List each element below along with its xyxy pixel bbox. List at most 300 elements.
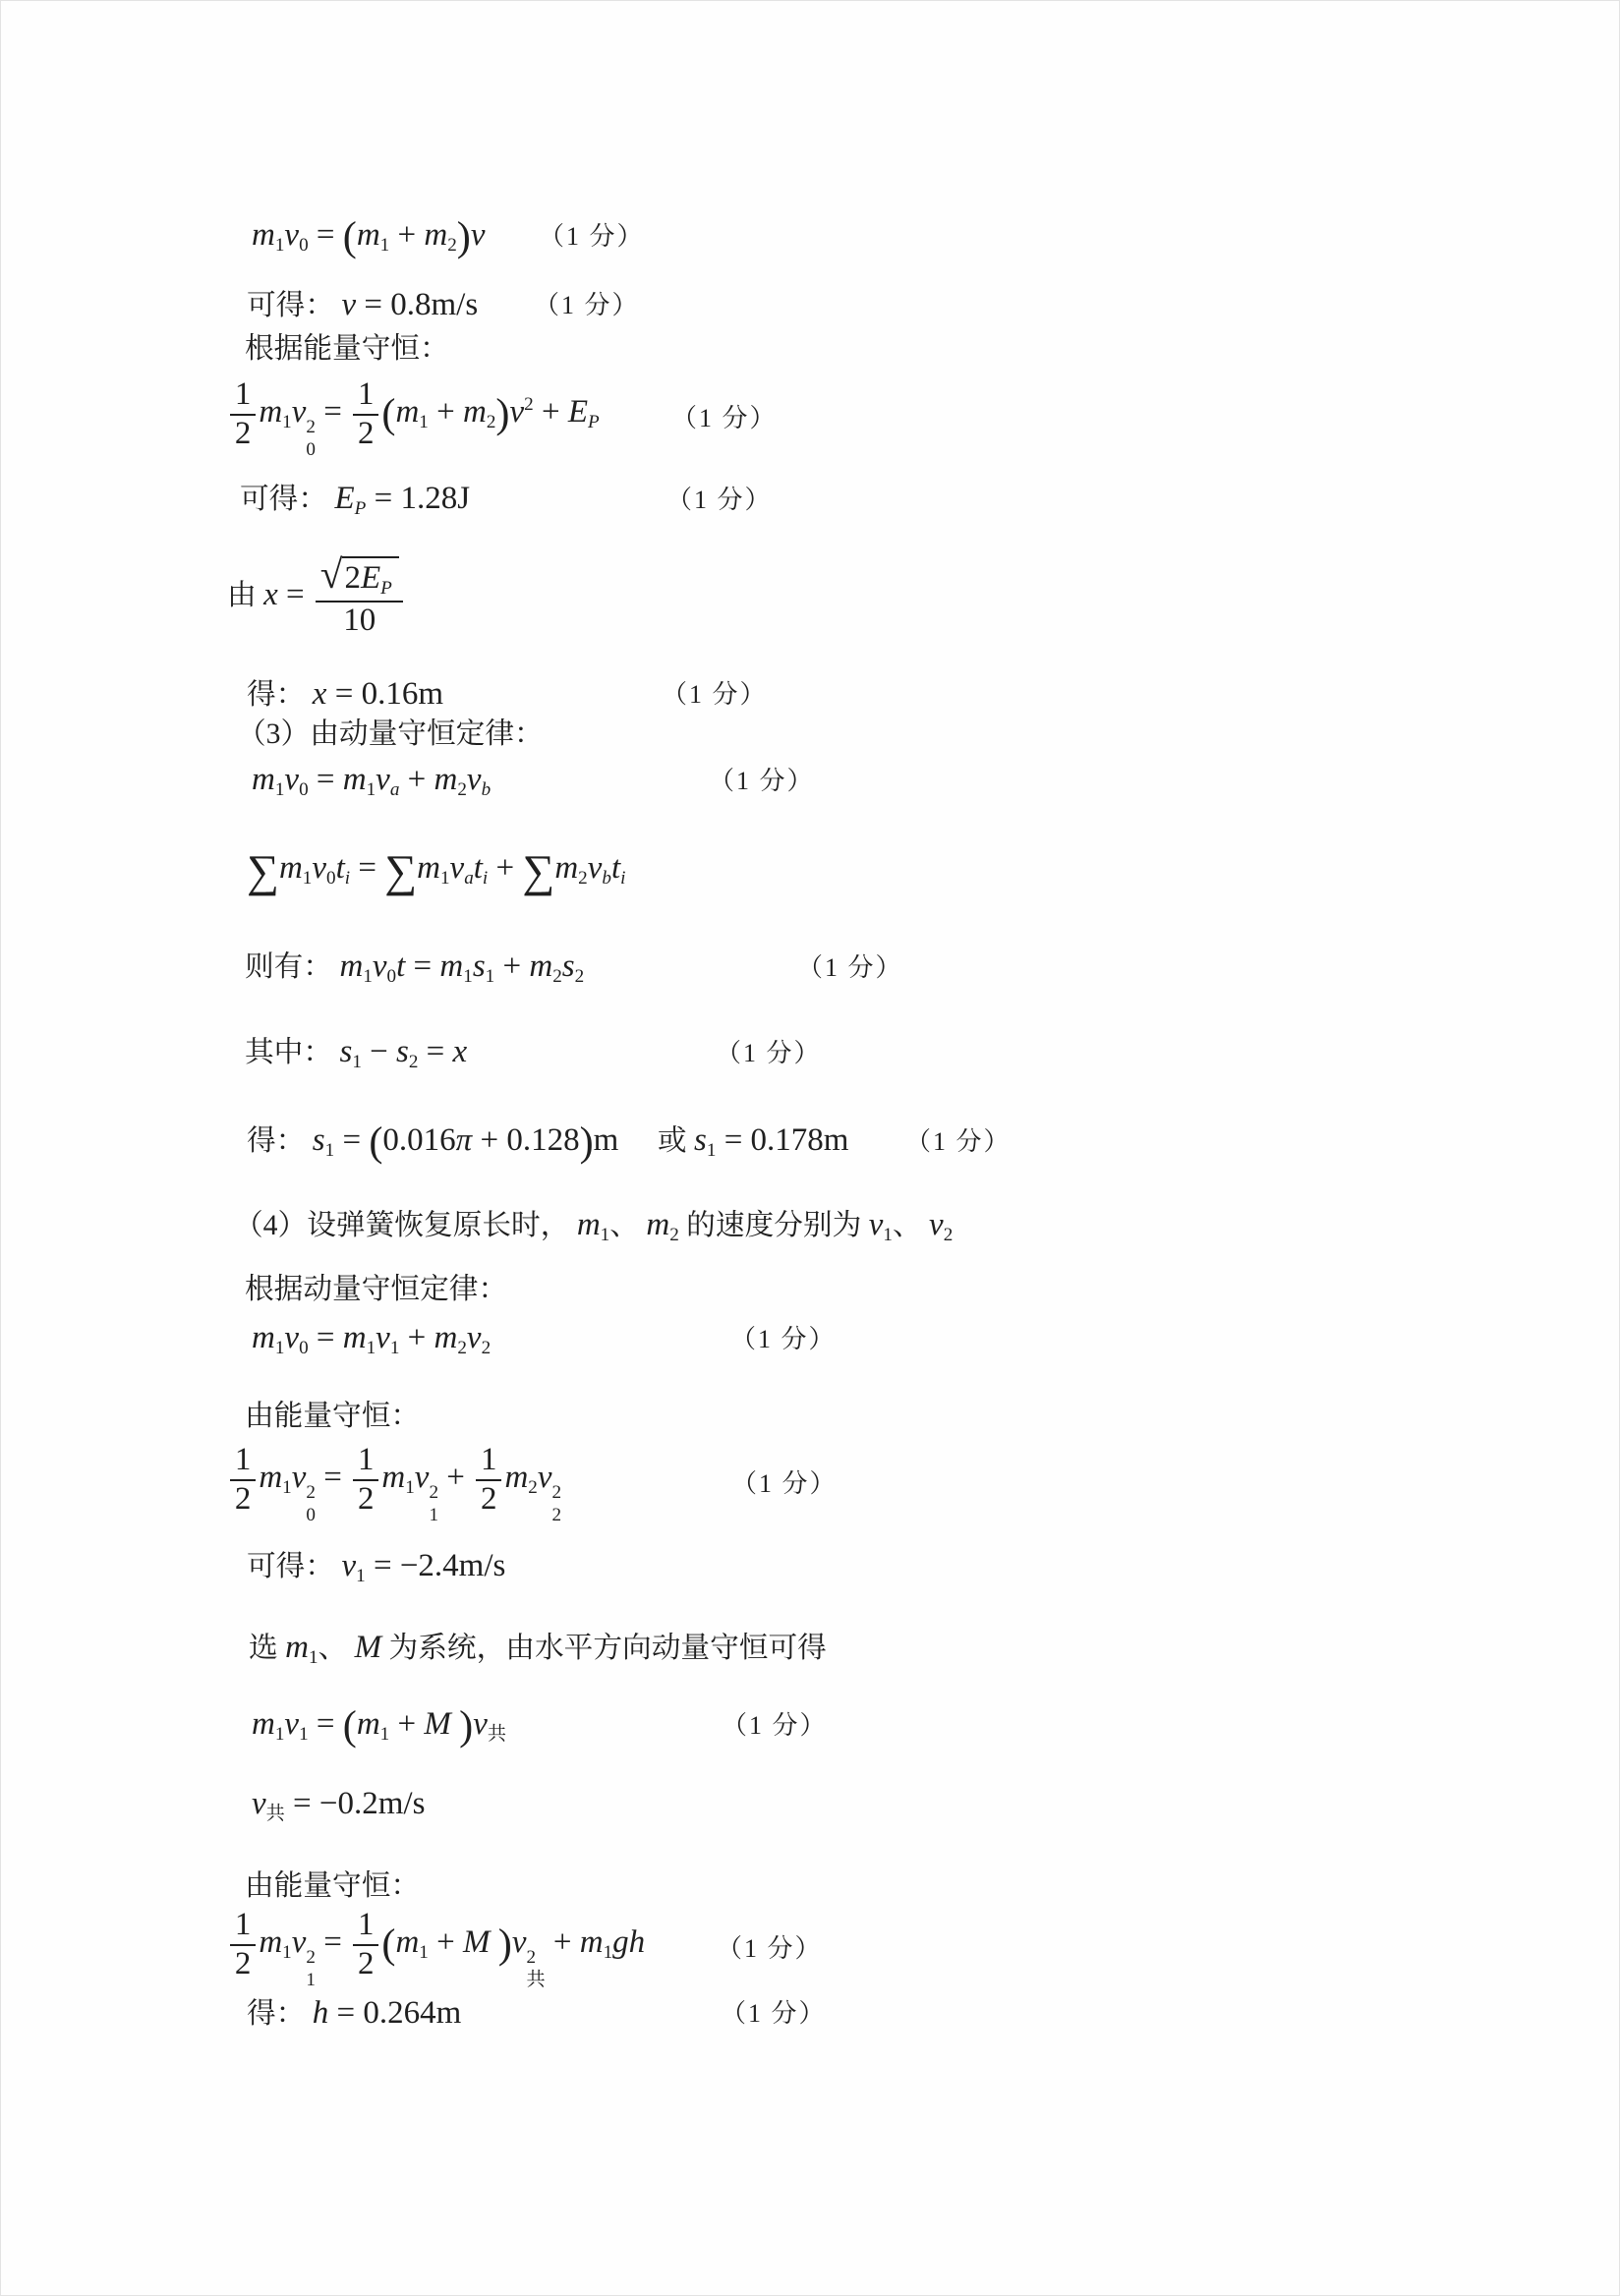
math-expression <box>252 213 486 259</box>
line-section-3-header <box>237 714 544 754</box>
math-token-bigparen: ) <box>497 1921 512 1968</box>
math-token-i: s <box>312 1121 325 1158</box>
math-token-bigparen: ( <box>381 1921 396 1968</box>
math-token-den <box>481 1481 497 1518</box>
math-token-r: = <box>308 216 343 253</box>
math-token-i: v <box>868 1207 884 1242</box>
math-token-sqrt <box>319 551 399 600</box>
math-token-i: m <box>579 1924 604 1961</box>
math-token-r: + <box>399 762 434 797</box>
math-expression <box>247 676 443 712</box>
math-token-b: 2 <box>457 779 467 801</box>
line-eq-energy-part4 <box>227 1442 838 1526</box>
score-mark: （1 分） <box>666 485 773 514</box>
math-token-frac <box>316 551 403 639</box>
math-expression <box>245 948 585 988</box>
line-eq-momentum-combined <box>252 211 645 263</box>
math-token-S: ∑ <box>384 845 418 896</box>
math-token-den <box>358 1946 375 1982</box>
math-token-c: 则有： <box>245 951 340 983</box>
line-eq-energy-spring <box>227 376 778 461</box>
math-token-c: 得： <box>247 679 313 711</box>
math-token-den <box>235 416 252 452</box>
math-token-r: 1 <box>481 1442 497 1477</box>
math-token-b: 2 <box>447 234 457 256</box>
math-token-r: = 0.16m <box>326 676 443 712</box>
math-token-i: m <box>356 1705 380 1742</box>
math-token-b: 0 <box>299 234 309 256</box>
math-token-bi: a <box>389 779 400 801</box>
math-expression <box>247 1995 461 2031</box>
math-token-i: π <box>455 1121 473 1158</box>
math-token-r: 2 <box>357 415 375 451</box>
math-token-i: v <box>291 394 307 430</box>
math-token-ss-sub: 1 <box>306 1970 316 1991</box>
math-token-i: m <box>529 948 553 984</box>
math-token-bi: P <box>354 498 367 520</box>
math-token-i: m <box>259 1924 283 1961</box>
math-token-b: 共 <box>265 1804 285 1825</box>
math-token-ss-sub: 0 <box>306 439 316 461</box>
text-run <box>245 330 449 366</box>
math-token-bi: P <box>380 578 392 600</box>
math-token-num <box>316 551 403 603</box>
math-token-r: 2 <box>234 1480 252 1517</box>
line-eq-impulse-sum <box>247 845 626 896</box>
math-token-b: 1 <box>282 1942 292 1964</box>
math-token-c: 、 <box>318 1633 355 1664</box>
math-token-r: 1 <box>357 376 375 412</box>
math-token-i: v <box>291 1460 307 1496</box>
math-token-ss-sub: 0 <box>306 1505 316 1526</box>
math-token-r: 2 <box>234 415 252 451</box>
math-token-r: 1 <box>234 376 252 412</box>
math-token-i: m <box>576 1207 601 1242</box>
math-token-r: = <box>350 850 385 886</box>
math-token-den <box>235 1946 252 1982</box>
math-token-c: 选 <box>249 1633 286 1664</box>
math-token-b: 2 <box>578 868 588 890</box>
math-token-r: + <box>488 850 523 886</box>
math-token-r: − <box>361 1034 397 1069</box>
math-token-subsup <box>306 418 316 459</box>
math-token-i: v <box>252 1786 266 1821</box>
math-token-bi: P <box>587 412 600 433</box>
math-token-ss-sup: 2 <box>551 1481 562 1503</box>
math-token-b: 1 <box>324 1139 335 1161</box>
line-result-v1 <box>247 1546 505 1588</box>
math-token-b: 1 <box>405 1477 415 1499</box>
math-token-i: m <box>342 762 367 797</box>
math-token-i: s <box>561 948 575 984</box>
math-token-r: = 1.28J <box>366 481 471 516</box>
line-label-energy-conservation-2 <box>245 1396 420 1436</box>
math-token-i: m <box>252 216 275 253</box>
math-token-i: t <box>473 850 483 886</box>
math-expression <box>227 376 600 461</box>
score-mark: （1 分） <box>662 679 768 709</box>
score-mark: （1 分） <box>671 403 778 432</box>
math-expression <box>247 287 478 322</box>
math-token-r <box>490 1924 497 1960</box>
math-token-r: 2 <box>234 1945 252 1981</box>
math-token-b: 1 <box>274 1723 285 1745</box>
math-token-i: v <box>284 762 300 797</box>
math-token-ss-sup: 2 <box>526 1946 537 1968</box>
math-token-c: 可得： <box>240 484 335 515</box>
math-token-r: = −0.2m/s <box>284 1786 426 1821</box>
math-token-r: = <box>308 1320 343 1355</box>
math-token-num <box>476 1443 501 1481</box>
math-token-b: 1 <box>363 966 373 988</box>
math-expression <box>245 1034 468 1073</box>
math-token-i: v <box>376 762 390 797</box>
math-token-i: m <box>554 850 579 886</box>
math-token-i: m <box>434 762 458 797</box>
line-result-s1 <box>247 1117 1012 1169</box>
math-token-i: v <box>449 850 465 886</box>
math-token-i: m <box>504 1460 529 1496</box>
math-token-r <box>451 1706 459 1742</box>
math-token-c: 根据能量守恒： <box>245 333 449 365</box>
math-expression <box>227 1442 562 1526</box>
math-token-c: 、 <box>609 1210 647 1241</box>
math-token-r: = <box>277 577 313 613</box>
math-token-i: M <box>424 1705 451 1742</box>
math-token-i: m <box>424 216 448 253</box>
math-token-i: s <box>396 1034 409 1069</box>
math-token-b: 1 <box>883 1225 893 1246</box>
math-token-frac <box>230 1443 256 1518</box>
line-result-ep <box>240 479 773 521</box>
line-label-energy-conservation <box>245 328 449 369</box>
math-token-c: （3）由动量守恒定律： <box>237 718 544 750</box>
math-token-bigparen: ( <box>342 213 357 259</box>
math-token-c: 、 <box>892 1210 930 1241</box>
math-token-r: 1 <box>357 1442 375 1477</box>
line-result-v <box>247 285 640 325</box>
math-token-i: v <box>312 850 326 886</box>
math-token-bigparen: ) <box>579 1119 594 1165</box>
math-token-r: = <box>315 1460 351 1496</box>
math-token-i: v <box>587 850 603 886</box>
math-token-i: m <box>646 1207 670 1242</box>
math-expression <box>227 1907 646 1991</box>
math-token-den <box>235 1481 252 1518</box>
line-eq-displacement-relation <box>245 947 903 989</box>
math-token-i: v <box>291 1924 307 1961</box>
math-token-num <box>353 377 378 416</box>
math-token-bigparen: ( <box>369 1119 383 1165</box>
math-token-b: 1 <box>419 412 429 433</box>
math-token-i: m <box>259 394 283 430</box>
math-token-ss-sup: 2 <box>306 416 316 437</box>
score-mark: （1 分） <box>731 1468 838 1498</box>
math-token-r: + <box>399 1320 434 1355</box>
math-token-i: s <box>339 1034 353 1069</box>
math-token-r: 2 <box>357 1945 375 1981</box>
math-token-S: ∑ <box>247 845 279 896</box>
math-expression <box>247 1548 506 1587</box>
math-token-r: = 0.8m/s <box>356 287 479 322</box>
math-expression <box>240 481 471 520</box>
math-token-ss-sup: 2 <box>429 1481 438 1503</box>
math-token-i: s <box>472 948 486 984</box>
math-token-r: = <box>334 1121 370 1158</box>
math-token-c: 其中： <box>245 1037 340 1068</box>
math-token-b: 0 <box>299 779 309 801</box>
score-mark: （1 分） <box>797 952 903 982</box>
math-token-bigparen: ) <box>456 213 471 259</box>
math-token-b: 0 <box>299 1338 309 1359</box>
math-token-i: x <box>263 577 278 613</box>
math-token-bigparen: ) <box>459 1702 474 1749</box>
math-token-i: m <box>278 850 303 886</box>
math-token-bigparen: ( <box>381 390 396 437</box>
math-expression <box>252 1320 492 1359</box>
line-eq-momentum-part3 <box>252 760 815 802</box>
math-token-r: 0.016 <box>382 1121 456 1158</box>
math-token-c: 根据动量守恒定律： <box>245 1274 508 1305</box>
math-token-i: M <box>462 1924 491 1961</box>
math-token-bi: a <box>464 868 474 890</box>
math-token-c: 得： <box>247 1124 313 1157</box>
math-token-frac <box>230 377 256 452</box>
math-token-r: + <box>389 216 425 253</box>
math-token-r: = 0.264m <box>328 1995 462 2031</box>
math-token-bi: b <box>481 779 492 801</box>
score-mark: （1 分） <box>709 766 815 795</box>
math-token-b: 1 <box>389 1338 400 1359</box>
line-label-momentum-law <box>245 1269 507 1309</box>
math-expression <box>247 845 626 896</box>
math-token-num <box>353 1443 378 1481</box>
math-token-S: ∑ <box>522 845 555 896</box>
math-token-bi: i <box>344 868 351 890</box>
math-token-ss-sub: 1 <box>429 1505 438 1526</box>
math-expression <box>252 1702 506 1749</box>
math-token-i: v <box>414 1460 430 1496</box>
math-token-r: + <box>428 394 463 430</box>
math-token-r: = <box>405 948 440 984</box>
math-token-b: 1 <box>274 1338 285 1359</box>
math-token-bi: i <box>482 868 489 890</box>
math-token-r: 2 <box>481 1480 497 1517</box>
line-label-system-choice <box>249 1628 827 1670</box>
math-token-b: 2 <box>669 1225 679 1246</box>
math-token-r: + <box>494 948 530 984</box>
line-eq-momentum-with-M <box>252 1700 828 1752</box>
math-token-den <box>343 603 376 639</box>
math-token-i: v <box>470 216 486 253</box>
math-token-frac <box>353 1443 378 1518</box>
math-token-i: h <box>312 1995 329 2031</box>
math-token-i: t <box>610 850 621 886</box>
math-token-den <box>358 416 375 452</box>
math-token-r: + <box>428 1924 463 1961</box>
math-token-i: v <box>511 1924 527 1961</box>
math-token-num <box>230 1443 256 1481</box>
score-mark: （1 分） <box>722 1711 828 1741</box>
math-token-b: 1 <box>356 1566 366 1587</box>
math-token-r: + 0.128 <box>472 1121 580 1158</box>
math-token-i: s <box>694 1121 707 1158</box>
math-token-i: h <box>628 1924 646 1961</box>
math-token-b: 1 <box>603 1942 613 1964</box>
math-token-r: + <box>545 1924 580 1961</box>
math-token-i: v <box>284 216 300 253</box>
line-eq-energy-with-M <box>227 1907 823 1991</box>
math-token-i: v <box>341 1548 357 1583</box>
score-mark: （1 分） <box>905 1127 1012 1157</box>
math-token-i: v <box>509 394 525 430</box>
math-token-b: 1 <box>302 868 313 890</box>
math-token-i: m <box>252 762 275 797</box>
math-token-b: 1 <box>274 234 285 256</box>
math-token-i: m <box>462 394 487 430</box>
math-token-c: 由能量守恒： <box>245 1870 421 1902</box>
math-token-c: 为系统，由水平方向动量守恒可得 <box>381 1633 827 1664</box>
math-token-i: m <box>417 850 440 886</box>
math-token-b: 共 <box>487 1723 506 1745</box>
math-token-b: 1 <box>485 966 495 988</box>
math-token-i: E <box>334 481 355 516</box>
math-token-bigparen: ) <box>495 390 510 437</box>
math-token-r: = <box>418 1034 453 1069</box>
math-token-b: 2 <box>528 1477 538 1499</box>
math-token-b: 1 <box>308 1647 318 1669</box>
text-run <box>245 1271 507 1306</box>
math-token-b: 1 <box>419 1942 429 1964</box>
math-token-p: 2 <box>524 394 534 416</box>
line-result-h <box>247 1993 827 2034</box>
math-token-i: m <box>395 394 420 430</box>
math-token-r: = <box>315 1924 351 1961</box>
math-token-i: m <box>259 1460 283 1496</box>
math-token-ss-sub: 共 <box>526 1970 546 1991</box>
math-token-b: 1 <box>600 1225 610 1246</box>
math-token-i: M <box>354 1630 382 1665</box>
math-token-c: 可得： <box>247 1551 342 1582</box>
math-token-i: m <box>381 1460 406 1496</box>
math-token-subsup <box>552 1483 562 1524</box>
math-token-r: 1 <box>234 1907 252 1942</box>
math-token-i: m <box>342 1320 367 1355</box>
math-token-b: 0 <box>386 966 397 988</box>
line-eq-x-formula <box>227 551 407 639</box>
math-token-b: 2 <box>486 412 496 433</box>
math-expression <box>227 551 407 639</box>
math-token-i: t <box>396 948 406 984</box>
math-token-radicand <box>342 556 398 600</box>
math-token-subsup <box>306 1483 316 1524</box>
text-run <box>237 716 544 751</box>
math-expression <box>252 762 492 801</box>
math-token-ss-sub: 2 <box>551 1505 562 1526</box>
math-token-num <box>230 377 256 416</box>
math-token-b: 1 <box>274 779 285 801</box>
math-token-i: E <box>567 394 588 430</box>
math-token-i: m <box>252 1320 275 1355</box>
math-token-i: v <box>341 287 357 322</box>
math-token-r: + <box>389 1705 425 1742</box>
math-token-i: v <box>376 1320 390 1355</box>
score-mark: （1 分） <box>721 1998 827 2028</box>
line-result-v-common <box>252 1784 425 1826</box>
math-token-i: v <box>466 762 482 797</box>
math-token-subsup <box>306 1948 316 1989</box>
math-token-i: m <box>285 1630 309 1665</box>
line-eq-momentum-part4 <box>252 1318 837 1360</box>
math-token-b: 1 <box>379 1723 390 1745</box>
score-mark: （1 分） <box>730 1324 837 1353</box>
math-token-b: 2 <box>574 966 585 988</box>
math-token-i: m <box>339 948 364 984</box>
math-token-frac <box>353 377 378 452</box>
math-token-i: m <box>434 1320 458 1355</box>
math-token-i: v <box>473 1705 488 1742</box>
math-token-c: 或 <box>657 1124 695 1157</box>
math-token-r: = <box>315 394 351 430</box>
math-token-b: 1 <box>282 1477 292 1499</box>
math-token-ss-sup: 2 <box>306 1481 316 1503</box>
math-token-i: m <box>439 948 464 984</box>
math-token-b: 1 <box>352 1052 362 1073</box>
math-token-b: 1 <box>706 1139 717 1161</box>
text-run <box>249 1630 827 1669</box>
math-token-c: 的速度分别为 <box>678 1210 869 1241</box>
math-token-i: g <box>612 1924 629 1961</box>
math-token-i: x <box>452 1034 468 1069</box>
math-token-i: v <box>284 1705 300 1742</box>
math-token-b: 1 <box>463 966 473 988</box>
math-token-ss-sup: 2 <box>306 1946 316 1968</box>
math-expression <box>247 1119 849 1165</box>
math-token-den <box>358 1481 375 1518</box>
math-token-c: 可得： <box>247 290 342 321</box>
math-token-r: = 0.178m <box>716 1121 849 1158</box>
math-token-b: 1 <box>299 1723 309 1745</box>
math-token-rad: √ <box>319 551 343 597</box>
math-token-i: v <box>372 948 387 984</box>
math-token-frac <box>476 1443 501 1518</box>
math-token-c: 得： <box>247 1998 313 2030</box>
line-section-4-header <box>234 1205 953 1247</box>
math-token-b: 1 <box>282 412 292 433</box>
text-run <box>245 1867 420 1903</box>
line-label-energy-conservation-3 <box>245 1866 420 1906</box>
math-token-frac <box>230 1908 256 1982</box>
math-token-b: 1 <box>379 234 390 256</box>
math-token-r: 1 <box>234 1442 252 1477</box>
score-mark: （1 分） <box>716 1038 822 1067</box>
math-token-b: 1 <box>366 779 376 801</box>
math-token-r: = −2.4m/s <box>365 1548 506 1583</box>
math-token-i: v <box>537 1460 552 1496</box>
math-token-b: 2 <box>943 1225 954 1246</box>
math-token-r: m <box>593 1121 619 1158</box>
math-token-r: 10 <box>343 603 376 639</box>
math-expression <box>252 1786 426 1825</box>
math-token-b: 1 <box>366 1338 376 1359</box>
math-token-subsup <box>429 1483 438 1524</box>
math-token-r: = <box>308 1705 343 1742</box>
math-token-b: 2 <box>457 1338 467 1359</box>
math-token-i: E <box>360 560 381 596</box>
math-token-i: m <box>252 1705 275 1742</box>
score-mark: （1 分） <box>717 1933 823 1963</box>
math-token-num <box>230 1908 256 1946</box>
